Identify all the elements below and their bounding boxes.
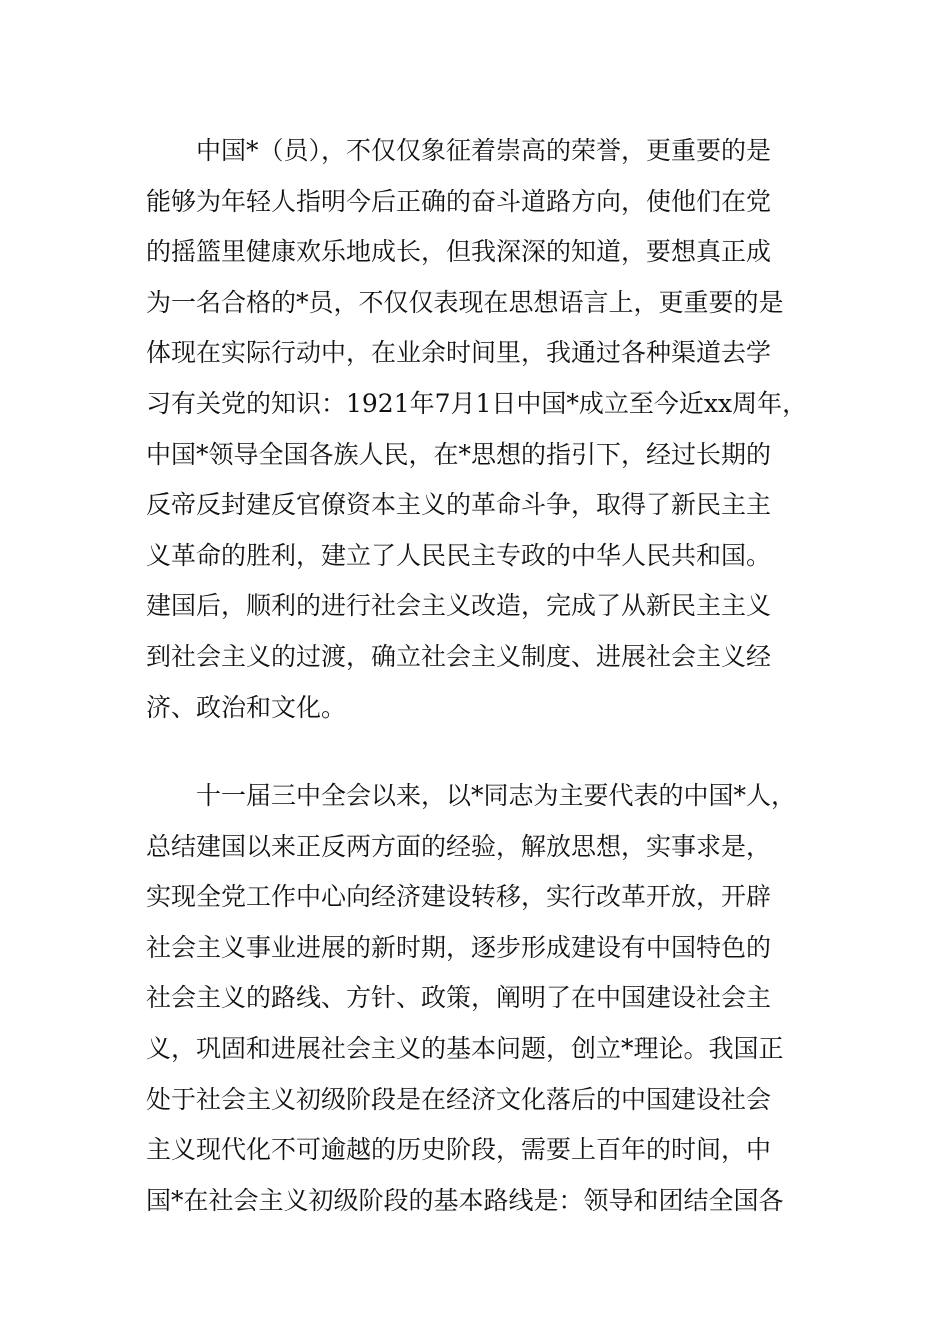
text-line: 能够为年轻人指明今后正确的奋斗道路方向，使他们在党	[146, 186, 772, 216]
text-line: 实现全党工作中心向经济建设转移，实行改革开放，开辟	[146, 882, 772, 912]
text-line: 体现在实际行动中，在业余时间里，我通过各种渠道去学	[146, 338, 772, 368]
text-line: 社会主义的路线、方针、政策，阐明了在中国建设社会主	[146, 983, 772, 1013]
text-line: 义，巩固和进展社会主义的基本问题，创立*理论。我国正	[146, 1033, 784, 1063]
text-line: 总结建国以来正反两方面的经验，解放思想，实事求是，	[146, 831, 772, 861]
text-line: 中国*领导全国各族人民，在*思想的指引下，经过长期的	[146, 439, 772, 469]
text-line: 社会主义事业进展的新时期，逐步形成建设有中国特色的	[146, 932, 772, 962]
text-line: 反帝反封建反官僚资本主义的革命斗争，取得了新民主主	[146, 490, 772, 520]
text-line: 习有关党的知识：1921年7月1日中国*成立至今近xx周年，	[146, 388, 808, 418]
text-line: 中国*（员），不仅仅象征着崇高的荣誉，更重要的是	[146, 136, 772, 165]
text-line: 济、政治和文化。	[146, 692, 347, 722]
text-line: 处于社会主义初级阶段是在经济文化落后的中国建设社会	[146, 1084, 772, 1114]
text-line: 的摇篮里健康欢乐地成长，但我深深的知道，要想真正成	[146, 237, 772, 267]
paragraph-2	[146, 771, 826, 1226]
text-line: 建国后，顺利的进行社会主义改造，完成了从新民主主义	[146, 591, 772, 621]
text-line: 为一名合格的*员，不仅仅表现在思想语言上，更重要的是	[146, 287, 784, 317]
text-line: 十一届三中全会以来，以*同志为主要代表的中国*人，	[146, 781, 797, 810]
text-line: 义革命的胜利，建立了人民民主专政的中华人民共和国。	[146, 540, 772, 570]
paragraph-1	[146, 126, 826, 733]
text-line: 国*在社会主义初级阶段的基本路线是：领导和团结全国各	[146, 1185, 784, 1215]
text-line: 到社会主义的过渡，确立社会主义制度、进展社会主义经	[146, 641, 772, 671]
text-line: 主义现代化不可逾越的历史阶段，需要上百年的时间，中	[146, 1135, 772, 1165]
